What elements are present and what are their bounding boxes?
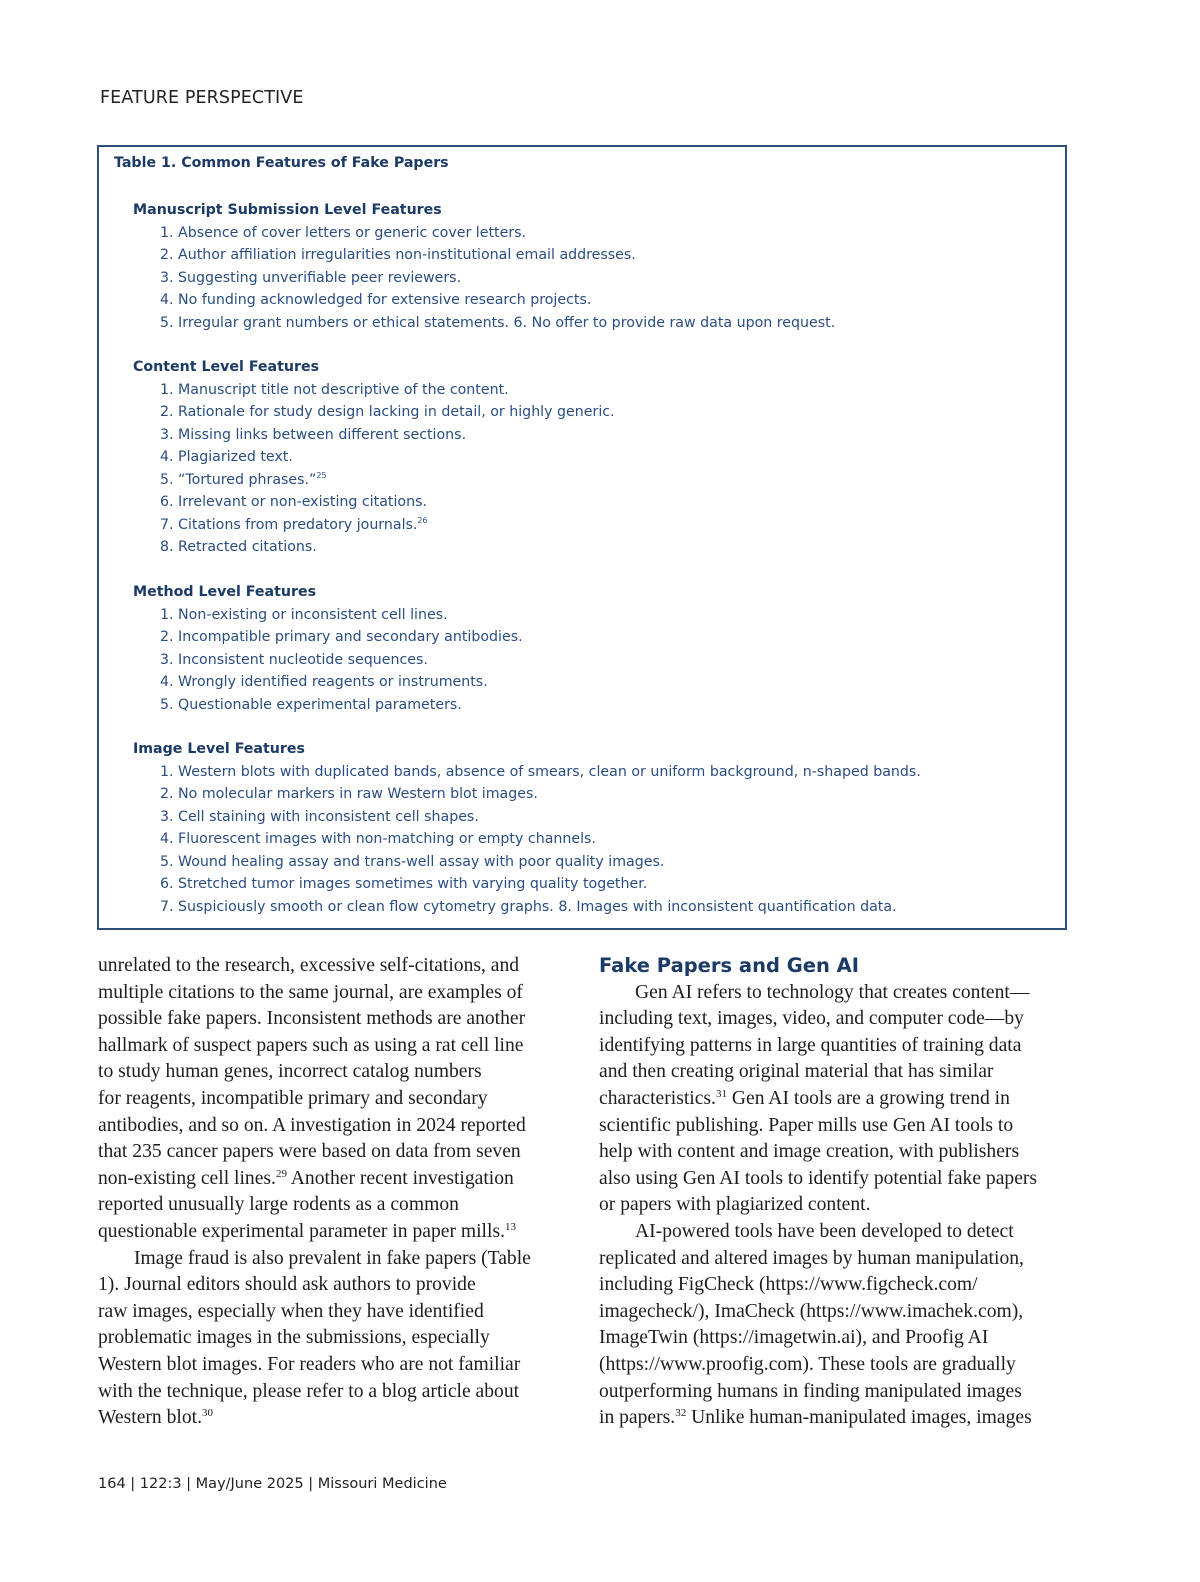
list-item: 6. Stretched tumor images sometimes with varying quality together.	[160, 876, 648, 892]
list-item: 4. No funding acknowledged for extensive research projects.	[160, 292, 592, 308]
paragraph	[98, 1246, 576, 1432]
text-line: multiple citations to the same journal, are examples of	[98, 981, 523, 1003]
text-line: antibodies, and so on. A investigation in 2024 reported	[98, 1114, 526, 1136]
text-segment: Western blot.	[98, 1407, 202, 1429]
list-item: 3. Suggesting unverifiable peer reviewers.	[160, 269, 462, 286]
text-line: problematic images in the submissions, especially	[98, 1327, 490, 1349]
list-item	[133, 514, 615, 537]
list-item: 1. Non-existing or inconsistent cell lines.	[160, 606, 448, 623]
paragraph	[599, 980, 1077, 1219]
text-line: raw images, especially when they have identified	[98, 1300, 484, 1322]
list-item: 5. Wound healing assay and trans-well assay with poor quality images.	[160, 853, 665, 870]
text-line: scientific publishing. Paper mills use Gen AI tools to	[599, 1114, 1014, 1136]
table-group-content	[133, 356, 615, 559]
list-item: 1. Manuscript title not descriptive of the content.	[160, 381, 509, 398]
list-item: 7. Suspiciously smooth or clean flow cytometry graphs. 8. Images with inconsistent quantification data.	[160, 898, 897, 915]
left-column	[98, 953, 576, 1432]
text-line	[98, 1405, 576, 1432]
list-item: 1. Absence of cover letters or generic cover letters.	[160, 224, 527, 241]
text-segment: Unlike human-manipulated images, images	[686, 1407, 1032, 1429]
list-item: 3. Inconsistent nucleotide sequences.	[160, 651, 428, 668]
item-text: 7. Citations from predatory journals.	[160, 516, 418, 533]
text-segment: in papers.	[599, 1407, 676, 1429]
text-line	[599, 1405, 1077, 1432]
list-item: 2. No molecular markers in raw Western blot images.	[160, 786, 538, 802]
text-line: ImageTwin (https://imagetwin.ai), and Proofig AI	[599, 1327, 989, 1349]
text-segment: characteristics.	[599, 1087, 716, 1109]
text-line: and then creating original material that has similar	[599, 1061, 994, 1083]
group-title: Manuscript Submission Level Features	[133, 202, 442, 218]
text-line: 1). Journal editors should ask authors to provide	[98, 1274, 476, 1296]
text-line: with the technique, please refer to a blog article about	[98, 1380, 520, 1402]
group-title: Content Level Features	[133, 359, 320, 375]
text-line: possible fake papers. Inconsistent methods are another	[98, 1008, 526, 1030]
list-item: 1. Western blots with duplicated bands, absence of smears, clean or uniform background, n-shaped bands.	[160, 763, 921, 780]
text-line: Gen AI refers to technology that creates content—	[635, 981, 1030, 1003]
text-segment: non-existing cell lines.	[98, 1167, 276, 1189]
list-item: 4. Plagiarized text.	[160, 449, 293, 465]
text-line: identifying patterns in large quantities of training data	[599, 1034, 1022, 1056]
list-item: 5. Questionable experimental parameters.	[160, 696, 462, 713]
citation-ref: 32	[675, 1407, 687, 1420]
text-segment: Gen AI tools are a growing trend in	[726, 1087, 1010, 1109]
list-item: 3. Missing links between different sections.	[160, 426, 467, 443]
table-group-manuscript	[133, 199, 835, 334]
text-line	[599, 1086, 1077, 1113]
item-text: 5. “Tortured phrases.”	[160, 471, 317, 488]
text-line	[98, 1219, 576, 1246]
citation-ref: 13	[504, 1220, 516, 1233]
text-line: help with content and image creation, with publishers	[599, 1141, 1020, 1163]
list-item: 3. Cell staining with inconsistent cell shapes.	[160, 808, 479, 825]
list-item: 6. Irrelevant or non-existing citations.	[160, 494, 427, 510]
text-line: including FigCheck (https://www.figcheck.com/	[599, 1274, 978, 1296]
right-column	[599, 953, 1077, 1432]
list-item: 2. Rationale for study design lacking in detail, or highly generic.	[160, 404, 615, 420]
paragraph	[599, 1219, 1077, 1432]
text-line: or papers with plagiarized content.	[599, 1194, 871, 1216]
text-line: including text, images, video, and computer code—by	[599, 1008, 1024, 1030]
text-line: reported unusually large rodents as a common	[98, 1194, 459, 1216]
group-title: Method Level Features	[133, 584, 317, 600]
list-item: 2. Incompatible primary and secondary antibodies.	[160, 629, 523, 645]
paragraph	[98, 953, 576, 1246]
text-line: Western blot images. For readers who are not familiar	[98, 1353, 521, 1375]
text-line: to study human genes, incorrect catalog numbers	[98, 1061, 482, 1083]
list-item: 5. Irregular grant numbers or ethical statements. 6. No offer to provide raw data upon request.	[160, 314, 836, 331]
table-title: Table 1. Common Features of Fake Papers	[114, 155, 449, 171]
text-segment: questionable experimental parameter in paper mills.	[98, 1220, 505, 1242]
text-line: Image fraud is also prevalent in fake papers (Table	[134, 1247, 531, 1269]
text-line: imagecheck/), ImaCheck (https://www.imachek.com),	[599, 1300, 1024, 1322]
text-segment: Another recent investigation	[286, 1167, 514, 1189]
text-line	[98, 1166, 576, 1193]
group-title: Image Level Features	[133, 741, 305, 757]
section-heading: Fake Papers and Gen AI	[599, 954, 859, 977]
section-header: FEATURE PERSPECTIVE	[100, 88, 304, 108]
citation-ref: 30	[202, 1407, 213, 1420]
text-line: (https://www.proofig.com). These tools are gradually	[599, 1353, 1016, 1375]
list-item: 4. Fluorescent images with non-matching or empty channels.	[160, 831, 596, 847]
table-1-box	[97, 145, 1067, 930]
text-line: for reagents, incompatible primary and secondary	[98, 1087, 488, 1109]
citation-ref: 25	[316, 470, 327, 480]
table-group-image	[133, 738, 921, 918]
text-line: hallmark of suspect papers such as using a rat cell line	[98, 1034, 524, 1056]
table-group-method	[133, 581, 523, 716]
list-item	[133, 469, 615, 492]
text-line: that 235 cancer papers were based on data from seven	[98, 1141, 521, 1163]
text-line: outperforming humans in finding manipulated images	[599, 1380, 1022, 1402]
text-line: replicated and altered images by human manipulation,	[599, 1247, 1024, 1269]
list-item: 8. Retracted citations.	[160, 539, 317, 555]
text-line: unrelated to the research, excessive self-citations, and	[98, 955, 520, 976]
page-footer: 164 | 122:3 | May/June 2025 | Missouri Medicine	[98, 1476, 447, 1492]
text-line: also using Gen AI tools to identify potential fake papers	[599, 1167, 1038, 1189]
citation-ref: 26	[417, 515, 428, 525]
list-item: 4. Wrongly identified reagents or instruments.	[160, 674, 488, 690]
list-item: 2. Author affiliation irregularities non-institutional email addresses.	[160, 247, 636, 263]
citation-ref: 29	[275, 1167, 287, 1180]
citation-ref: 31	[715, 1087, 727, 1100]
text-line: AI-powered tools have been developed to detect	[635, 1220, 1014, 1242]
